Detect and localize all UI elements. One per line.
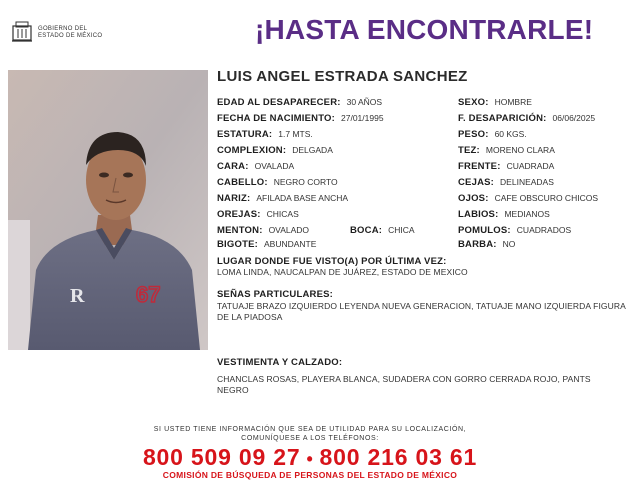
field-fecha-nacimiento [217, 112, 384, 125]
field-menton [217, 224, 309, 237]
field-boca [350, 224, 415, 237]
footer-info-line1: SI USTED TIENE INFORMACIÓN QUE SEA DE UTILIDAD PARA SU LOCALIZACIÓN, [153, 426, 467, 433]
field-label: FECHA DE NACIMIENTO: [217, 113, 335, 124]
field-label: MENTON: [217, 225, 263, 236]
field-value: NEGRO CORTO [273, 177, 338, 187]
field-label: FRENTE: [458, 161, 501, 172]
field-complexion [217, 144, 333, 157]
senas-title: SEÑAS PARTICULARES: [217, 289, 334, 300]
field-value: MORENO CLARA [485, 145, 555, 155]
field-pomulos [458, 224, 571, 237]
field-label: COMPLEXION: [217, 145, 287, 156]
field-value: HOMBRE [494, 97, 532, 107]
logo-text-line1: GOBIERNO DEL [38, 26, 88, 32]
field-tez [458, 144, 555, 157]
field-value: 30 AÑOS [346, 97, 383, 107]
field-cara [217, 160, 294, 173]
field-value: 06/06/2025 [552, 113, 596, 123]
field-value: DELGADA [292, 145, 333, 155]
field-label: CABELLO: [217, 177, 268, 188]
field-label: ESTATURA: [217, 129, 273, 140]
field-value: MEDIANOS [504, 209, 550, 219]
phone-number-2[interactable]: 800 216 03 61 [319, 444, 478, 470]
field-label: CEJAS: [458, 177, 495, 188]
field-label: BARBA: [458, 239, 497, 250]
field-ojos [458, 192, 598, 205]
field-value: AFILADA BASE ANCHA [256, 193, 349, 203]
field-edad [217, 96, 382, 109]
field-orejas [217, 208, 299, 221]
field-label: BIGOTE: [217, 239, 258, 250]
field-sexo [458, 96, 532, 109]
field-labios [458, 208, 550, 221]
vestimenta-text: CHANCLAS ROSAS, PLAYERA BLANCA, SUDADERA CON GORRO CERRADA ROJO, PANTS NEGRO [217, 374, 591, 395]
field-value: 60 KGS. [494, 129, 527, 139]
person-name: LUIS ANGEL ESTRADA SANCHEZ [217, 68, 468, 85]
field-value: OVALADO [268, 225, 310, 235]
field-value: CHICA [388, 225, 415, 235]
field-label: OREJAS: [217, 209, 261, 220]
lugar-text: LOMA LINDA, NAUCALPAN DE JUÁREZ, ESTADO DE MEXICO [217, 267, 468, 277]
field-cabello [217, 176, 338, 189]
field-nariz [217, 192, 348, 205]
field-value: CHICAS [266, 209, 299, 219]
government-logo [10, 20, 120, 44]
phone-number-1[interactable]: 800 509 09 27 [142, 444, 301, 470]
field-label: EDAD AL DESAPARECER: [217, 97, 341, 108]
field-label: SEXO: [458, 97, 489, 108]
field-value: ABUNDANTE [263, 239, 317, 249]
svg-text:R: R [70, 285, 85, 307]
field-value: CAFE OBSCURO CHICOS [494, 193, 598, 203]
headline: ¡HASTA ENCONTRARLE! [255, 14, 594, 45]
svg-text:67: 67 [136, 282, 161, 307]
vestimenta-title: VESTIMENTA Y CALZADO: [217, 357, 343, 368]
person-photo [8, 70, 208, 350]
field-f-desaparicion [458, 112, 595, 125]
field-estatura [217, 128, 313, 141]
field-label: OJOS: [458, 193, 489, 204]
state-emblem-icon [10, 20, 34, 44]
field-value: DELINEADAS [500, 177, 554, 187]
field-value: NO [502, 239, 516, 249]
footer-info-line2: COMUNÍQUESE A LOS TELÉFONOS: [241, 435, 379, 442]
senas-text: TATUAJE BRAZO IZQUIERDO LEYENDA NUEVA GENERACION, TATUAJE MANO IZQUIERDA FIGURA DE LA PIADOSA [217, 301, 626, 322]
field-label: TEZ: [458, 145, 480, 156]
lugar-title: LUGAR DONDE FUE VISTO(A) POR ÚLTIMA VEZ: [217, 256, 447, 267]
field-label: F. DESAPARICIÓN: [458, 113, 547, 124]
separator-dot-icon: • [306, 449, 314, 469]
field-label: POMULOS: [458, 225, 511, 236]
phone-numbers [0, 444, 620, 471]
field-peso [458, 128, 527, 141]
field-value: OVALADA [254, 161, 295, 171]
field-value: CUADRADOS [516, 225, 572, 235]
field-barba [458, 238, 515, 251]
logo-text-line2: ESTADO DE MÉXICO [38, 33, 103, 39]
field-value: CUADRADA [506, 161, 555, 171]
field-label: PESO: [458, 129, 489, 140]
field-label: CARA: [217, 161, 249, 172]
field-label: NARIZ: [217, 193, 251, 204]
field-bigote [217, 238, 316, 251]
field-label: BOCA: [350, 225, 383, 236]
field-label: LABIOS: [458, 209, 499, 220]
field-cejas [458, 176, 554, 189]
commission-name: COMISIÓN DE BÚSQUEDA DE PERSONAS DEL ESTADO DE MÉXICO [162, 470, 458, 480]
field-value: 1.7 MTS. [278, 129, 313, 139]
field-value: 27/01/1995 [341, 113, 384, 123]
field-frente [458, 160, 554, 173]
